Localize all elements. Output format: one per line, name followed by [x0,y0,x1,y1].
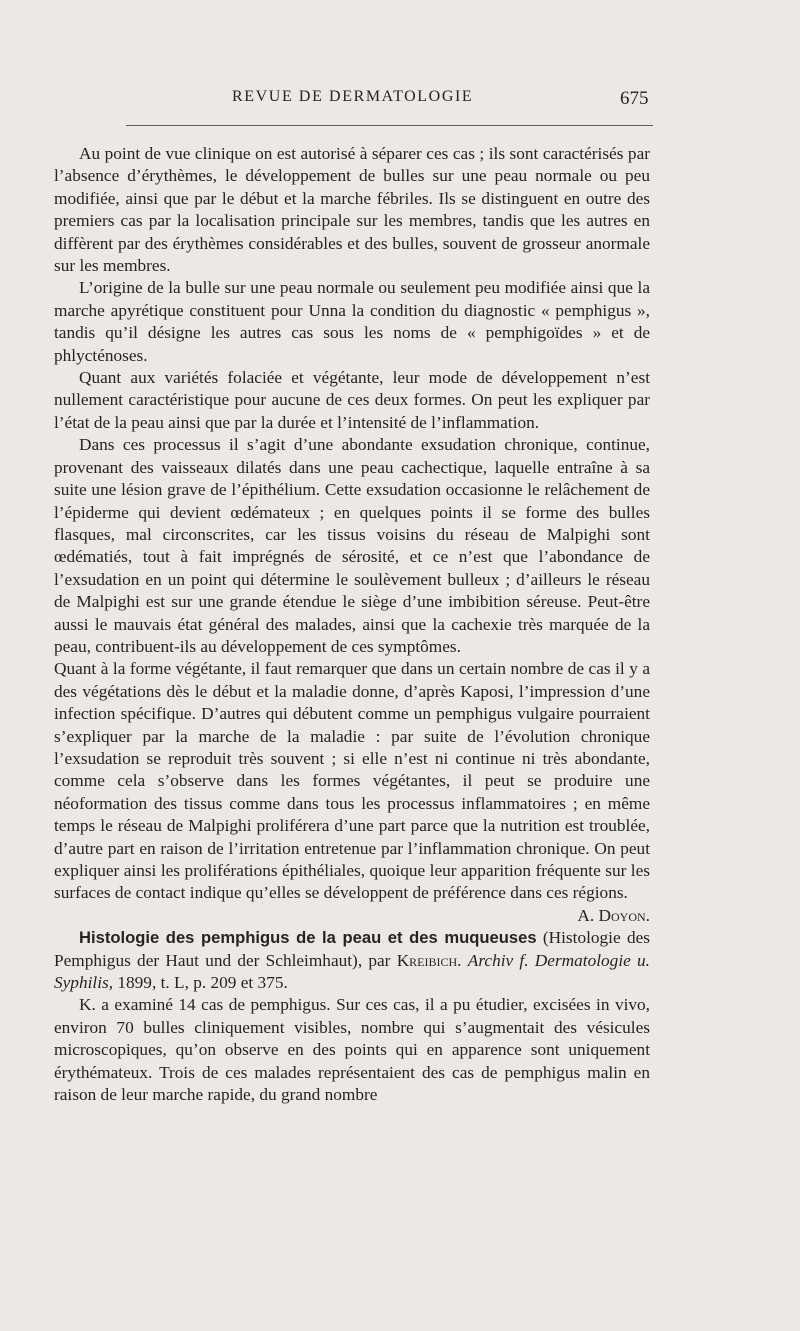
reference-title: Histologie des pemphigus de la peau et des muqueuses [79,928,537,948]
reference-entry [54,927,650,994]
reference-citation: 1899, t. L, p. 209 et 375. [117,973,288,993]
reference-translation: (Histologie des Pemphigus der Haut und der Schleimhaut), par [54,928,650,970]
header-rule [126,125,653,126]
running-title: REVUE DE DERMATOLOGIE [232,88,474,105]
paragraph: Quant à la forme végétante, il faut remarquer que dans un certain nombre de cas il y a des végétations dès le début et la maladie donne, d’après Kaposi, l’impression d’une infection spécifique. D’autres qui débutent comme un pemphigus vulgaire pourraient s’expliquer par la marche de la maladie : par suite de l’évolution chronique l’exsudation se reproduit très souvent ; si elle n’est ni continue ni très abondante, comme cela s’observe dans les formes végétantes, il peut se produire une néoformation des tissus comme dans tous les processus inflammatoires ; en même temps le réseau de Malpighi proliférera d’une part parce que la nutrition est troublée, d’autre part en raison de l’irritation entretenue par l’inflammation chronique. On peut expliquer ainsi les proliférations épithéliales, quoique leur apparition fréquente sur les surfaces de contact indique qu’elles se développent de préférence dans ces régions. [54,659,650,903]
signature: A. Doyon. [577,905,650,925]
paragraph: Dans ces processus il s’agit d’une abondante exsudation chronique, continue, provenant des vaisseaux dilatés dans une peau cachectique, laquelle entraîne à sa suite une lésion grave de l’épithélium. Cette exsudation occasionne le relâchement de l’épiderme qui devient œdémateux ; en quelques points il se forme des bulles flasques, mal circonscrites, car les tissus voisins du réseau de Malpighi sont œdématiés, tout à fait imprégnés de sérosité, et ce n’est que l’abondance de l’exsudation en un point qui détermine le soulèvement bulleux ; d’ailleurs le réseau de Malpighi est sur une grande étendue le siège d’une imbibition séreuse. Peut-être aussi le mauvais état général des malades, ainsi que la cachexie très marquée de la peau, contribuent-ils au développement de ces symptômes. [54,435,650,656]
paragraph: L’origine de la bulle sur une peau normale ou seulement peu modifiée ainsi que la marche apyrétique constituent pour Unna la condition du diagnostic « pemphigus », tandis qu’il désigne les autres cas sous les noms de « pemphigoïdes » et de phlycténoses. [54,278,650,365]
paragraph: Quant aux variétés folaciée et végétante, leur mode de développement n’est nullement caractéristique pour aucune de ces deux formes. On peut les expliquer par l’état de la peau ainsi que par la durée et l’intensité de l’inflammation. [54,368,650,432]
paragraph: Au point de vue clinique on est autorisé à séparer ces cas ; ils sont caractérisés par l’absence d’érythèmes, le développement de bulles sur une peau normale ou peu modifiée, ainsi que par le début et la marche fébriles. Ils se distinguent en outre des premiers cas par la localisation principale sur les membres, tandis que les autres en diffèrent par des érythèmes considérables et des bulles, souvent de grosseur anormale sur les membres. [54,144,650,276]
paragraph: K. a examiné 14 cas de pemphigus. Sur ces cas, il a pu étudier, excisées in vivo, environ 70 bulles cliniquement visibles, nombre qui s’augmentait des vésicules microscopiques, qu’on observe en des points qui en apparence sont uniquement érythémateux. Trois de ces malades représentaient des cas de pemphigus malin en raison de leur marche rapide, du grand nombre [54,995,650,1105]
paragraph-with-signature [54,658,650,927]
article-body [54,143,650,1106]
reference-author: Kreibich. [396,950,462,970]
page-number: 675 [620,88,649,109]
reference-journal: Archiv f. Dermatologie u. Syphilis, [54,950,650,993]
page-header [0,88,800,116]
